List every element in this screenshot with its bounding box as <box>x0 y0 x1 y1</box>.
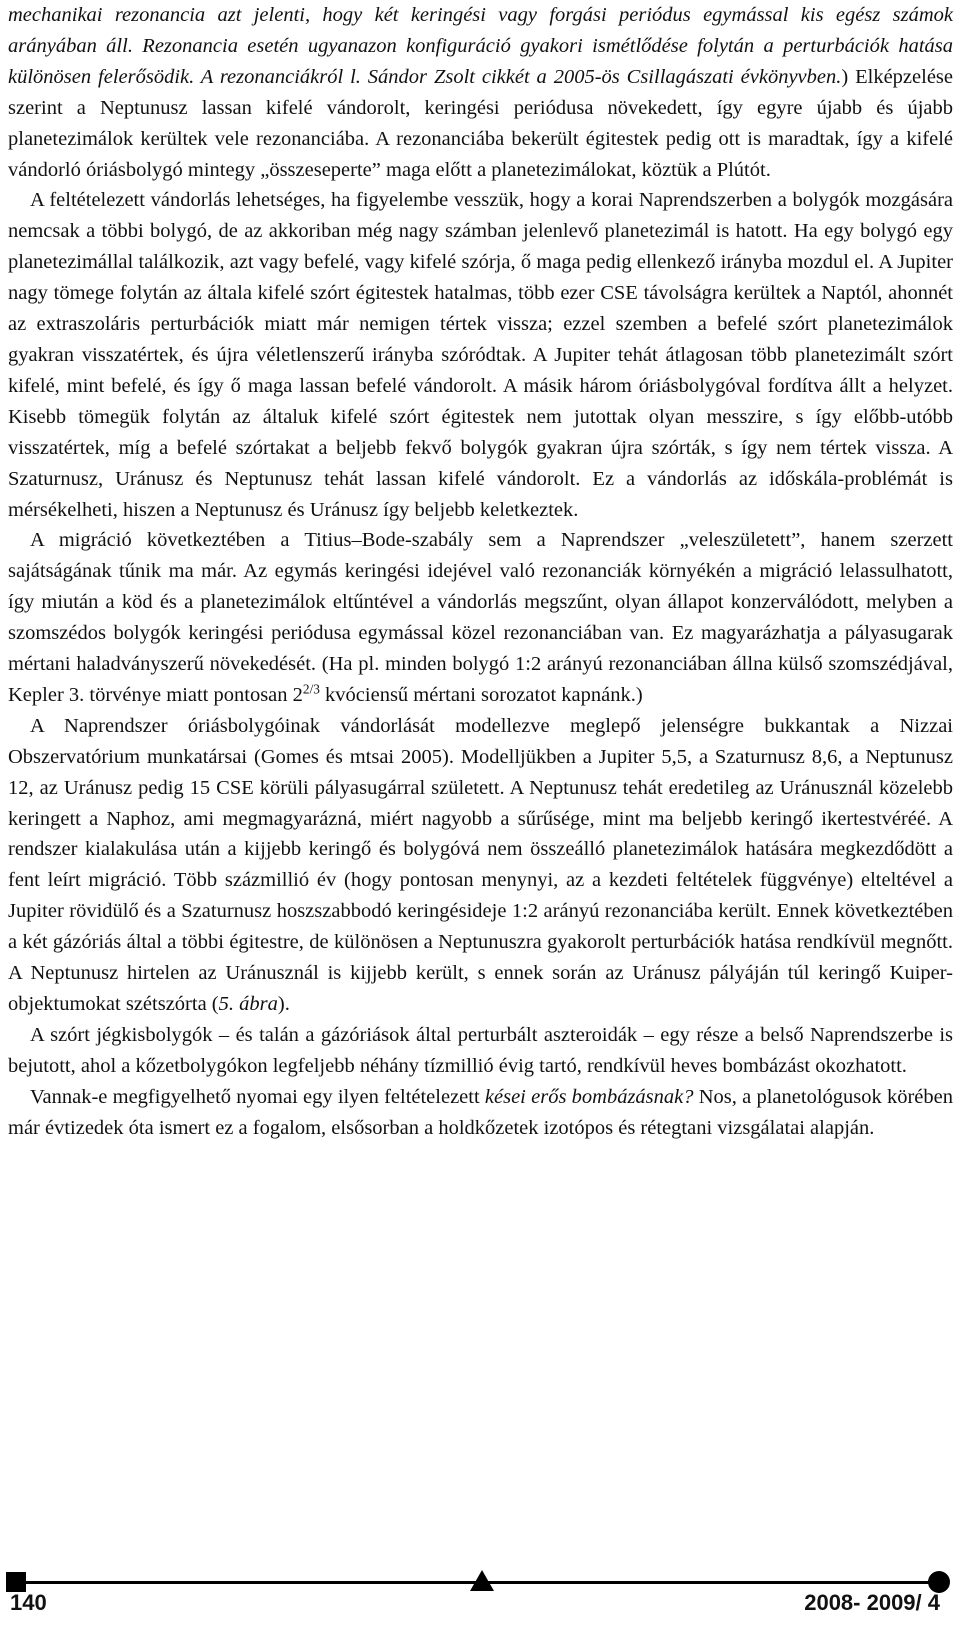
paragraph-3-text-end: kvóciensű mértani sorozatot kapnánk.) <box>319 683 643 706</box>
footnote-italic-text: mechanikai rezonancia azt jelenti, hogy két keringési vagy forgási periódus egymással kis egész számok arányában áll. Rezonancia esetén ugyanazon konfiguráció gyakori ismétlődése folytán a perturbációk hatása különösen felerősödik. A rezonanciákról l. Sándor Zsolt cikkét a 2005-ös Csillagászati évkönyvben. <box>8 4 953 88</box>
paragraph-3-text: A migráció következtében a Titius–Bode-szabály sem a Naprendszer „veleszületett”, hanem szerzett sajátságának tűnik ma már. Az egymás keringési idejével való rezonanciák környékén a migráció lelassulhatott, így miután a köd és a planetezimálok eltűntével a vándorlás megszűnt, olyan állapot konzerválódott, melyben a szomszédos bolygók keringési periódusa egymással közel rezonanciában van. Ez magyarázhatja a pályasugarak mértani haladványszerű növekedését. (Ha pl. minden bolygó 1:2 arányú rezonanciában állna külső szomszédjával, Kepler 3. törvénye miatt pontosan 2 <box>8 529 953 706</box>
exponent: 2/3 <box>302 681 320 697</box>
emphasis-term: kései erős bombázásnak? <box>484 1085 694 1108</box>
square-marker-icon <box>6 1572 26 1592</box>
triangle-marker-icon <box>470 1570 494 1591</box>
page-footer <box>0 1560 960 1620</box>
paragraph-6-text: Vannak-e megfigyelhető nyomai egy ilyen feltételezett <box>30 1085 485 1108</box>
issue-number: 2008- 2009/ 4 <box>804 1590 940 1615</box>
page <box>8 0 953 1144</box>
article-body <box>8 0 953 1144</box>
paragraph-6-text-end: Nos, a planetológusok körében már évtizedek óta ismert ez a fogalom, elsősorban a holdkőzetek izotópos és rétegtani vizsgálatai alapján. <box>8 1085 954 1139</box>
paragraph-5: A szórt jégkisbolygók – és talán a gázóriások által perturbált aszteroidák – egy része a belső Naprendszerbe is bejutott, ahol a kőzetbolygókon legfeljebb néhány tízmillió évig tartó, rendkívül heves bombázást okozhatott. <box>8 1023 953 1077</box>
paragraph-2: A feltételezett vándorlás lehetséges, ha figyelembe vesszük, hogy a korai Naprendszerben a bolygók mozgására nemcsak a többi bolygó, de az akkoriban még nagy számban jelenlevő planetezimál is hatott. Ha egy bolygó egy planetezimállal találkozik, azt vagy befelé, vagy kifelé szórja, ő maga pedig ellenkező irányba mozdul el. A Jupiter nagy tömege folytán az általa kifelé szórt égitestek hatalmas, több ezer CSE távolságra kerültek a Naptól, ahonnét az extraszoláris perturbációk miatt már nemigen tértek vissza; ezzel szemben a befelé szórt planetezimálok gyakran visszatértek, és újra véletlenszerű irányba szóródtak. A Jupiter tehát átlagosan több planetezimált szórt kifelé, mint befelé, és így ő maga lassan befelé vándorolt. A másik három óriásbolygóval fordítva állt a helyzet. Kisebb tömegük folytán az általuk kifelé szórt égitestek nem jutottak olyan messzire, s így előbb-utóbb visszatértek, míg a befelé szórtakat a beljebb fekvő bolygók gyakran újra szórták, s így nem tértek vissza. A Szaturnusz, Uránusz és Neptunusz tehát lassan kifelé vándorolt. Ez a vándorlás az időskála-problémát is mérsékelheti, hiszen a Neptunusz és Uránusz így beljebb keletkeztek. <box>8 189 953 521</box>
paragraph-1-text: ) Elképzelése szerint a Neptunusz lassan kifelé vándorolt, keringési periódusa növekedett, így egyre újabb és újabb planetezimálok kerültek vele rezonanciába. A rezonanciába bekerült égitestek pedig ott is maradtak, így a kifelé vándorló óriásbolygó mintegy „összeseperte” maga előtt a planetezimálokat, köztük a Plútót. <box>8 65 953 181</box>
paragraph-4 <box>8 711 953 1020</box>
paragraph-6 <box>8 1082 953 1144</box>
paragraph-1 <box>8 0 953 185</box>
paragraph-4-text: A Naprendszer óriásbolygóinak vándorlását modellezve meglepő jelenségre bukkantak a Nizzai Obszervatórium munkatársai (Gomes és mtsai 2005). Modelljükben a Jupiter 5,5, a Szaturnusz 8,6, a Neptunusz 12, az Uránusz pedig 15 CSE körüli pályasugárral született. A Neptunusz tehát eredetileg az Uránusznál közelebb keringett a Naphoz, ami megmagyarázná, miért nagyobb a sűrűsége, mint ma beljebb keringő ikertestvéréé. A rendszer kialakulása után a kijjebb keringő és bolygóvá nem összeálló planetezimálok hatására megkezdődött a fent leírt migráció. Több százmillió év (hogy pontosan menynyi, az a kezdeti feltételek függvénye) elteltével a Jupiter rövidülő és a Szaturnusz hoszszabbodó keringésideje 1:2 arányú rezonanciába került. Ennek következtében a két gázóriás által a többi égitestre, de különösen a Neptunuszra gyakorolt perturbációk hatása rendkívül megnőtt. A Neptunusz hirtelen az Uránusznál is kijjebb került, s ennek során az Uránusz pályáján túl keringő Kuiper-objektumokat szétszórta ( <box>8 714 953 1015</box>
page-number: 140 <box>10 1590 47 1615</box>
paragraph-4-text-end: ). <box>277 993 290 1015</box>
paragraph-3 <box>8 525 953 710</box>
figure-reference: 5. ábra <box>218 993 278 1015</box>
